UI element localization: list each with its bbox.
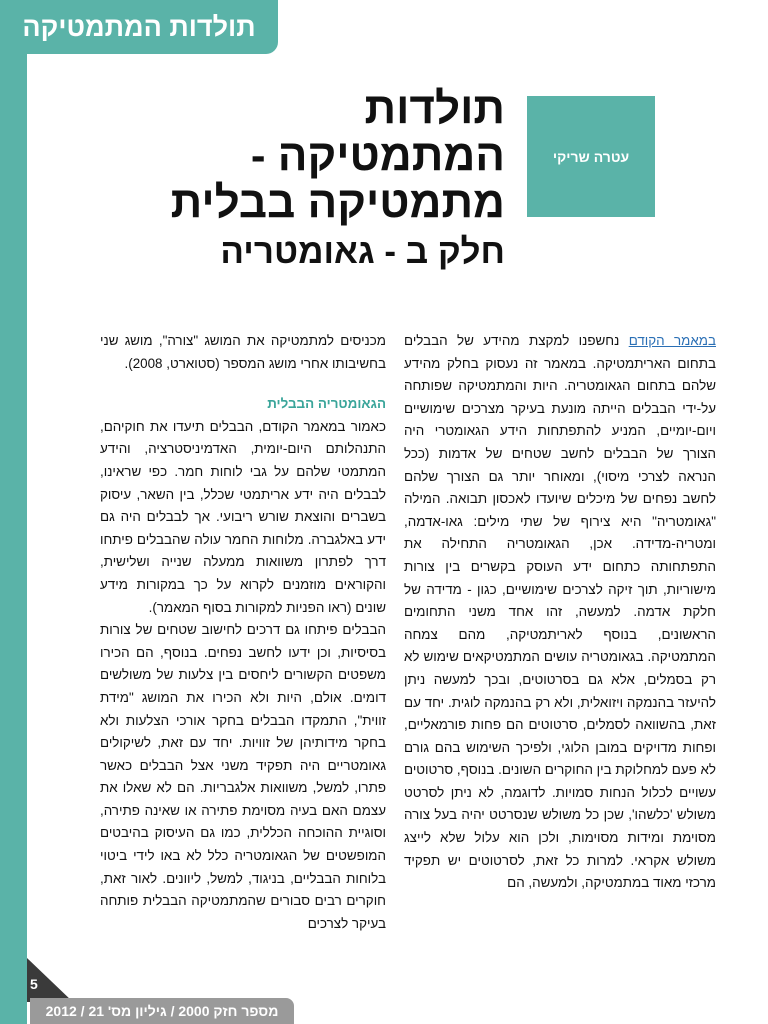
article-title-block <box>150 85 505 272</box>
footer-issue-bar <box>30 998 294 1024</box>
left-accent-bar <box>0 0 27 1024</box>
issue-info: מספר חזק 2000 / גיליון מס' 21 / 2012 <box>45 1003 279 1019</box>
author-name: עטרה שריקי <box>552 148 630 165</box>
article-title: תולדות המתמטיקה - מתמטיקה בבלית <box>170 84 505 227</box>
author-box <box>527 96 655 217</box>
right-column-paragraph <box>404 330 716 895</box>
page-number: 5 <box>30 976 38 992</box>
section-heading: הגאומטריה הבבלית <box>267 396 386 412</box>
left-column-paragraph-1: מכניסים למתמטיקה את המושג "צורה", מושג שני בחשיבותו אחרי מושג המספר (סטוארט, 2008). <box>100 333 386 371</box>
left-column-paragraph-3: הבבלים פיתחו גם דרכים לחישוב שטחים של צורות בסיסיות, וכן ידעו לחשב נפחים. בנוסף, הם הכירו משפטים הקשורים ליחסים בין צלעות של משולשים דומים. אולם, היות ולא הכירו את המושג "מידת זווית", התמקדו הבבלים בחקר אורכי הצלעות ולא בחקר מידותיהן של זוויות. יחד עם זאת, לשיקולים גאומטריים היה תפקיד משני אצל הבבלים כאשר פתרו, למשל, משוואות אלגבריות. הם לא שאלו את עצמם האם בעיה מסוימת פתירה או שאינה פתירה, וסוגיית ההוכחה הכללית, כמו גם העיסוק בהיבטים המופשטים של הגאומטריה כלל לא באו לידי ביטוי בלוחות הבבליים, בניגוד, למשל, ליוונים. לאור זאת, חוקרים רבים סבורים שהמתמטיקה הבבלית פותחה בעיקר לצרכים <box>100 622 386 931</box>
previous-article-link[interactable]: במאמר הקודם <box>628 333 716 348</box>
section-tab-label: תולדות המתמטיקה <box>22 11 256 42</box>
left-column <box>100 330 386 935</box>
article-subtitle: חלק ב - גאומטריה <box>220 232 505 271</box>
right-column <box>404 330 716 895</box>
section-tab <box>0 0 278 54</box>
left-column-paragraph-2: כאמור במאמר הקודם, הבבלים תיעדו את חוקיהם, התנהלותם היום-יומית, האדמיניסטרציה, והידע המתמטי שלהם על גבי לוחות חמר. כפי שראינו, לבבלים היה ידע אריתמטי שכלל, בין השאר, עיסוק בשברים והוצאת שורש ריבועי. אך לבבלים היה גם ידע באלגברה. מלוחות החמר עולה שהבבלים פיתחו דרך לפתרון משוואות ממעלה שנייה ושלישית, והקוראים מוזמנים לקרוא על כך במקורות מידע שונים (ראו הפניות למקורות בסוף המאמר). <box>100 418 386 615</box>
right-column-text: נחשפנו למקצת מהידע של הבבלים בתחום האריתמטיקה. במאמר זה נעסוק בחלק מהידע שלהם בתחום הגאומטריה. היות והמתמטיקה שפותחה על-ידי הבבלים הייתה מונעת בעיקר מצרכים שימושיים ויום-יומיים, המניע להתפתחות הידע הגאומטרי היה הצורך של הבבלים לחשב שטחים של אדמות (ככל הנראה לצרכי מיסוי), ומאוחר יותר גם הצורך שלהם לחשב נפחים של מיכלים שיועדו לאכסון תבואה. המילה "גאומטריה" היא צירוף של שתי מילים: גאו-אדמה, ומטריה-מדידה. אכן, הגאומטריה התחילה את התפתחותה כתחום ידע העוסק בקשרים בין צורות מישוריות, תוך זיקה לצרכים שימושיים, כגון - מדידה של חלקת אדמה. למעשה, זהו אחד משני התחומים הראשונים, בנוסף לאריתמטיקה, מהם צמחה המתמטיקה. בגאומטריה עושים המתמטיקאים שימוש לא רק בסמלים, אלא גם בסרטוטים, ובכך למעשה ניתן להיעזר בהנמקה ויזואלית, ולא רק בהנמקה לוגית. יחד עם זאת, בהשוואה לסמלים, סרטוטים הם פחות פורמאליים, ופחות מדויקים במובן הלוגי, ולפיכך השימוש בהם גורם לא פעם למחלוקת בין החוקרים השונים. בנוסף, סרטוטים עשויים לכלול הנחות סמויות. לדוגמה, לא ניתן לסרטט משולש 'כלשהו', שכן כל משולש שנסרטט יהיה בעל צורה מסוימת ומידות מסוימות, ולכן הוא עלול שלא לייצג משולש אקראי. למרות כל זאת, לסרטוטים יש תפקיד מרכזי מאוד במתמטיקה, ולמעשה, הם <box>404 333 716 891</box>
